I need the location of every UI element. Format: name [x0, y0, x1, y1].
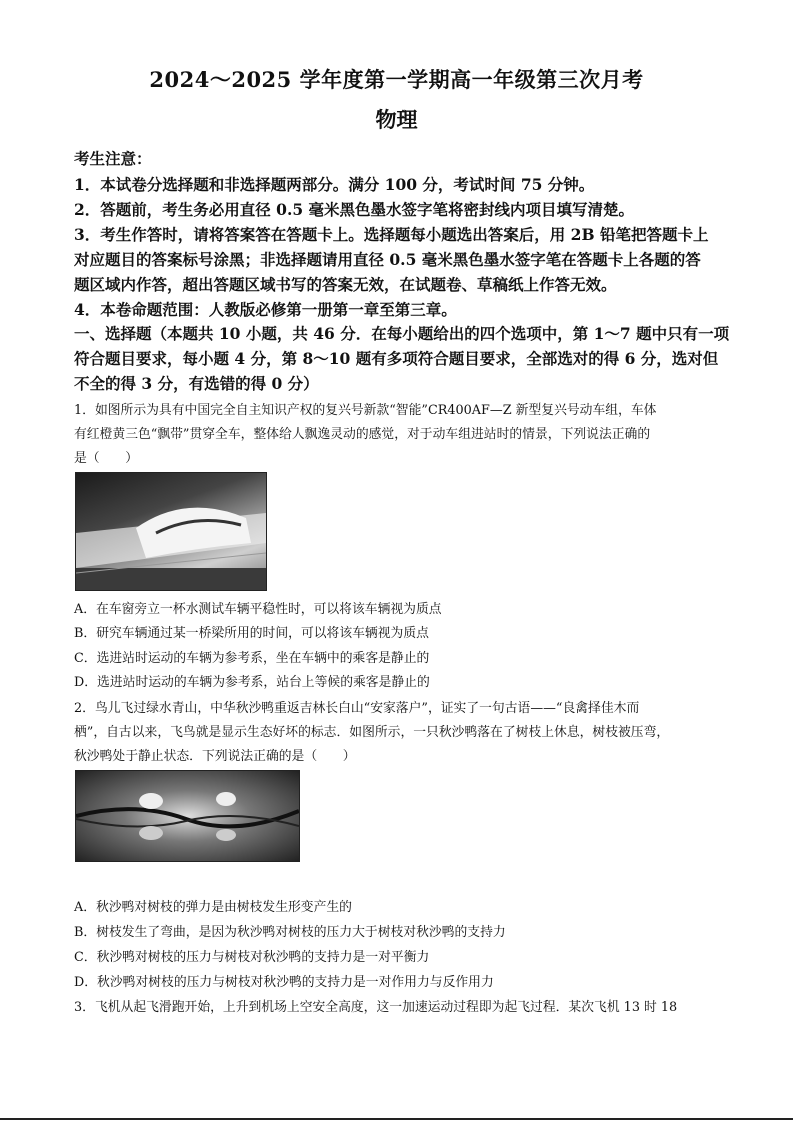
q2-option-c: C．秋沙鸭对树枝的压力与树枝对秋沙鸭的支持力是一对平衡力 — [74, 950, 430, 965]
notice-heading: 考生注意： — [74, 149, 152, 168]
duck-photo — [75, 770, 300, 862]
section-instruction: 一、选择题（本题共 10 小题，共 46 分．在每小题给出的四个选项中，第 1～7 题中只有一项 — [74, 324, 730, 343]
section-instruction: 不全的得 3 分，有选错的得 0 分） — [74, 374, 319, 393]
notice-line: 对应题目的答案标号涂黑；非选择题请用直径 0.5 毫米黑色墨水签字笔在答题卡上各题的答 — [74, 250, 701, 269]
notice-line: 2．答题前，考生务必用直径 0.5 毫米黑色墨水签字笔将密封线内项目填写清楚。 — [74, 200, 635, 219]
subject-title: 物理 — [375, 107, 418, 132]
notice-line: 1．本试卷分选择题和非选择题两部分。满分 100 分，考试时间 75 分钟。 — [74, 175, 595, 194]
q2-option-d: D．秋沙鸭对树枝的压力与树枝对秋沙鸭的支持力是一对作用力与反作用力 — [74, 975, 494, 990]
q2-stem: 2．鸟儿飞过绿水青山，中华秋沙鸭重返吉林长白山“安家落户”，证实了一句古语——“良禽择佳木而 — [74, 701, 640, 716]
q1-option-a: A．在车窗旁立一杯水测试车辆平稳性时，可以将该车辆视为质点 — [74, 602, 442, 617]
train-photo — [75, 472, 267, 591]
q1-stem: 是（ ） — [74, 451, 138, 466]
q2-option-a: A．秋沙鸭对树枝的弹力是由树枝发生形变产生的 — [74, 900, 352, 915]
notice-line: 题区域内作答，超出答题区域书写的答案无效，在试题卷、草稿纸上作答无效。 — [74, 275, 617, 294]
section-instruction: 符合题目要求，每小题 4 分，第 8～10 题有多项符合题目要求，全部选对的得 6 分，选对但 — [74, 349, 719, 368]
q2-stem: 秋沙鸭处于静止状态．下列说法正确的是（ ） — [74, 749, 356, 764]
q2-option-b: B．树枝发生了弯曲，是因为秋沙鸭对树枝的压力大于树枝对秋沙鸭的支持力 — [74, 925, 506, 940]
q1-stem: 有红橙黄三色“飘带”贯穿全车，整体给人飘逸灵动的感觉，对于动车组进站时的情景，下列说法正确的 — [74, 427, 651, 442]
q2-stem: 栖”，自古以来，飞鸟就是显示生态好坏的标志．如图所示，一只秋沙鸭落在了树枝上休息，树枝被压弯， — [74, 725, 670, 740]
q3-stem: 3．飞机从起飞滑跑开始，上升到机场上空安全高度，这一加速运动过程即为起飞过程．某次飞机 13 时 18 — [74, 1000, 678, 1015]
q1-option-c: C．选进站时运动的车辆为参考系，坐在车辆中的乘客是静止的 — [74, 651, 430, 666]
q1-option-b: B．研究车辆通过某一桥梁所用的时间，可以将该车辆视为质点 — [74, 626, 429, 641]
notice-line: 4．本卷命题范围：人教版必修第一册第一章至第三章。 — [74, 300, 457, 319]
page-bottom-rule — [0, 1118, 793, 1120]
q1-stem: 1．如图所示为具有中国完全自主知识产权的复兴号新款“智能”CR400AF—Z 新型复兴号动车组，车体 — [74, 403, 657, 418]
exam-title: 2024～2025 学年度第一学期高一年级第三次月考 — [149, 67, 644, 92]
notice-line: 3．考生作答时，请将答案答在答题卡上。选择题每小题选出答案后，用 2B 铅笔把答题卡上 — [74, 225, 709, 244]
q1-option-d: D．选进站时运动的车辆为参考系，站台上等候的乘客是静止的 — [74, 675, 430, 690]
